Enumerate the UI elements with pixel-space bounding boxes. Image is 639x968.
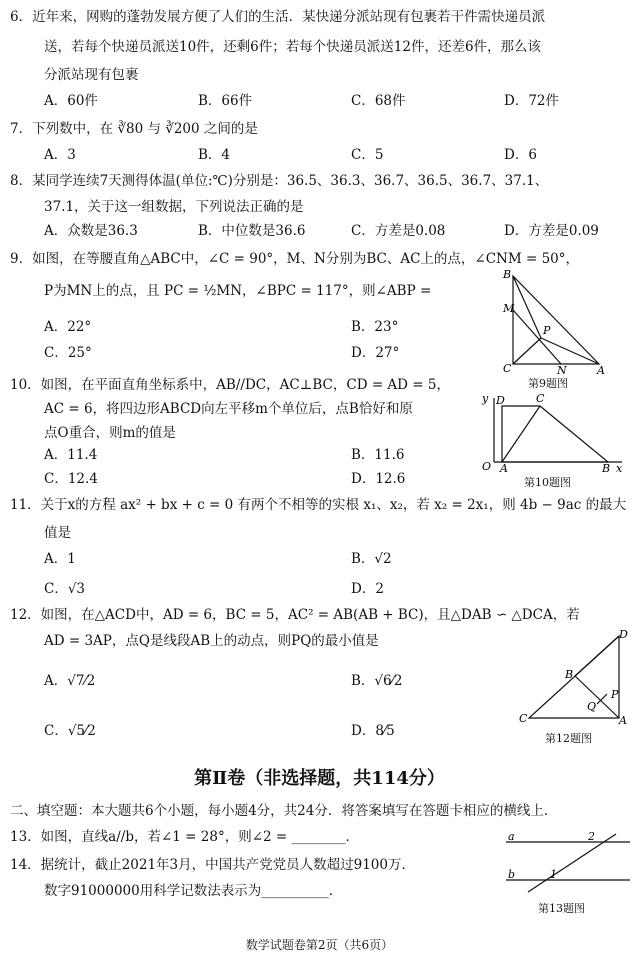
q10-label-o: O <box>482 460 492 473</box>
q10-caption: 第10题图 <box>524 476 571 489</box>
q12-label-a: A <box>619 714 627 727</box>
q9-figure <box>495 268 615 378</box>
q12-label-p: P <box>611 688 619 701</box>
q11-line-1: 11．关于x的方程 ax² + bx + c = 0 有两个不相等的实根 x₁、x₂，若 x₂ = 2x₁，则 4b − 9ac 的最大 <box>10 497 627 513</box>
q10-label-a: A <box>500 462 508 475</box>
q10-label-b: B <box>602 462 611 475</box>
q12-label-d: D <box>619 628 628 641</box>
q7-option-a: A．3 <box>44 147 76 163</box>
q7-stem: 7．下列数中，在 ∛80 与 ∛200 之间的是 <box>10 121 258 137</box>
q10-label-d: D <box>496 394 505 407</box>
q13-text: 13．如图，直线a//b，若∠1 = 28°，则∠2 = ________． <box>10 829 359 845</box>
q6-line-2: 送，若每个快递员派送10件，还剩6件；若每个快递员派送12件，还差6件，那么该 <box>44 39 542 55</box>
q9-label-n: N <box>557 364 567 377</box>
q9-label-p: P <box>543 324 551 337</box>
q6-option-a: A．60件 <box>44 93 98 109</box>
q10-option-a: A．11.4 <box>44 447 98 463</box>
q12-line-2: AD = 3AP，点Q是线段AB上的动点，则PQ的最小值是 <box>44 633 379 649</box>
q9-label-c: C <box>503 362 512 375</box>
q10-option-d: D．12.6 <box>351 471 406 487</box>
q7-option-c: C．5 <box>351 147 384 163</box>
q13-figure <box>498 828 633 898</box>
q14-line-2: 数字91000000用科学记数法表示为__________． <box>44 883 343 899</box>
section2-title: 第Ⅱ卷（非选择题，共114分） <box>194 768 445 789</box>
q6-option-b: B．66件 <box>198 93 253 109</box>
q7-option-d: D．6 <box>504 147 537 163</box>
q10-line-2: AC = 6，将四边形ABCD向左平移m个单位后，点B恰好和原 <box>44 401 413 417</box>
q10-line-1: 10．如图，在平面直角坐标系中，AB//DC，AC⊥BC，CD = AD = 5， <box>10 377 450 393</box>
q8-line-1: 8．某同学连续7天测得体温(单位:℃)分别是：36.5、36.3、36.7、36.5、36.7、37.1、 <box>10 173 549 189</box>
q12-figure <box>515 628 630 728</box>
q10-label-x: x <box>616 462 623 475</box>
q13-label-a: a <box>508 830 515 843</box>
q8-option-d: D．方差是0.09 <box>504 223 599 239</box>
q9-line-2: P为MN上的点，且 PC = ½MN，∠BPC = 117°，则∠ABP = <box>44 283 432 299</box>
q10-label-c: C <box>536 392 545 405</box>
q11-option-d: D．2 <box>351 581 384 597</box>
q9-line-1: 9．如图，在等腰直角△ABC中，∠C = 90°，M、N分别为BC、AC上的点，∠CNM = 50°， <box>10 251 579 267</box>
q9-option-c: C．25° <box>44 345 92 361</box>
q12-option-c: C．√5⁄2 <box>44 723 96 739</box>
q12-segment-bd <box>575 636 619 676</box>
q6-option-c: C．68件 <box>351 93 406 109</box>
q10-quadrilateral-abcd <box>502 406 608 462</box>
q13-caption: 第13题图 <box>538 902 585 915</box>
q6-line-3: 分派站现有包裹 <box>44 67 139 83</box>
q9-label-b: B <box>503 268 512 281</box>
q9-triangle-abc <box>513 276 599 364</box>
section2-instruction: 二、填空题：本大题共6个小题，每小题4分，共24分．将答案填写在答题卡相应的横线上． <box>10 803 558 819</box>
q9-option-d: D．27° <box>351 345 400 361</box>
q13-label-2: 2 <box>588 830 595 843</box>
page-footer: 数学试题卷第2页（共6页） <box>245 938 394 952</box>
q12-label-q: Q <box>587 700 597 713</box>
q10-figure <box>478 392 628 475</box>
q12-caption: 第12题图 <box>545 732 592 745</box>
q9-label-a: A <box>597 364 605 377</box>
q12-label-b: B <box>565 668 574 681</box>
q10-option-c: C．12.4 <box>44 471 98 487</box>
q7-option-b: B．4 <box>198 147 231 163</box>
q11-option-a: A．1 <box>44 551 76 567</box>
q10-segment-ac <box>502 406 540 462</box>
q9-segment-cp <box>513 338 541 364</box>
q11-option-b: B．√2 <box>351 551 392 567</box>
q10-line-3: 点O重合，则m的值是 <box>44 425 176 441</box>
q12-label-c: C <box>519 712 528 725</box>
q8-line-2: 37.1，关于这一组数据，下列说法正确的是 <box>44 199 304 215</box>
q14-line-1: 14．据统计，截止2021年3月，中国共产党党员人数超过9100万． <box>10 857 415 873</box>
q9-segment-bp <box>513 276 541 338</box>
q13-label-b: b <box>508 868 516 881</box>
q12-option-b: B．√6⁄2 <box>351 673 403 689</box>
q9-caption: 第9题图 <box>528 377 568 390</box>
q13-transversal <box>528 834 616 892</box>
q9-option-b: B．23° <box>351 319 399 335</box>
q8-option-c: C．方差是0.08 <box>351 223 446 239</box>
q8-option-a: A．众数是36.3 <box>44 223 138 239</box>
q10-option-b: B．11.6 <box>351 447 405 463</box>
q8-option-b: B．中位数是36.6 <box>198 223 306 239</box>
q12-line-1: 12．如图，在△ACD中，AD = 6，BC = 5，AC² = AB(AB + BC)，且△DAB ∽ △DCA，若 <box>10 607 580 623</box>
q9-label-m: M <box>503 302 515 315</box>
q11-line-2: 值是 <box>44 525 71 541</box>
q12-option-a: A．√7⁄2 <box>44 673 96 689</box>
q6-line-1: 6．近年来，网购的蓬勃发展方便了人们的生活．某快递分派站现有包裹若干件需快递员派 <box>10 9 546 25</box>
q11-option-c: C．√3 <box>44 581 86 597</box>
q10-label-y: y <box>482 392 489 405</box>
q13-label-1: 1 <box>550 868 557 881</box>
q6-option-d: D．72件 <box>504 93 560 109</box>
q9-option-a: A．22° <box>44 319 92 335</box>
q12-option-d: D．8⁄5 <box>351 723 395 739</box>
